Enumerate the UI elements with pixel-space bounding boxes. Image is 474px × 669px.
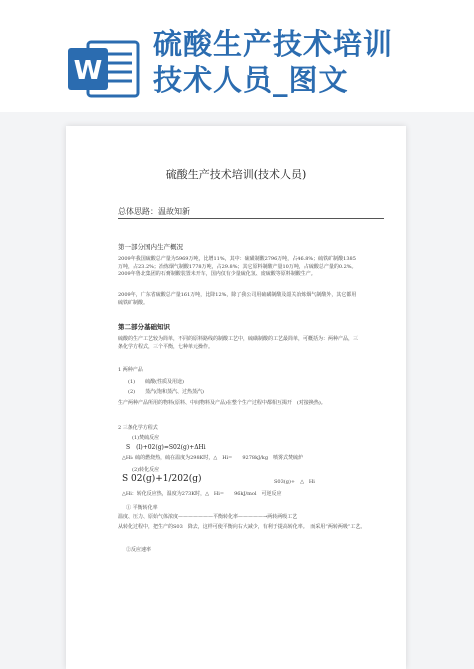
section1-item2: (2) 蒸汽(饱和蒸汽、过热蒸汽) [128,389,204,395]
document-title: 硫酸生产技术培训(技术人员) [165,168,307,181]
equation1: S (l)+02(g)=S02(g)+ΔHi [126,444,206,451]
section1-item1: (1) 硫酸(性质及用途) [128,379,184,385]
part2-paragraph1: 硫酸的生产工艺较为简单，不同的原料路线的制酸工艺中，硫磺制酸的工艺最简单，可概括为：两种产品，三条化学方程式，三个平衡，七种单元操作。 [118,336,359,350]
equation2-note: △Hi：转化反应热，温度为273K时，△ Hi= 96kJ/mol 可逆反应 [122,491,282,497]
part1-heading: 第一部分国内生产概况 [118,243,183,251]
banner-title-line1: 硫酸生产技术培训 [153,27,394,61]
equation2-right: S03(g)+ △ Hi [274,479,315,485]
section2-sub2: (2)转化反应 [132,467,160,473]
part1-paragraph1: 2009年我国硫酸总产量为5969万吨，比增11%，其中：硫磺制酸2796万吨，占46.8%；硫铁矿制酸1385万吨，占23.2%；冶炼烟气制酸1778万吨，占29.8%；其它原料制酸产量10万吨，占硫酸总产量的0.2%。2009年鲁北集团的石膏制酸装置未开车，国内仅有少量硫化氢、废硫酸等原料制酸生产。 [118,256,357,277]
section2-paragraph3: 温度、压力、原始气体浓度———————平衡转化率—————→两转两吸工艺 [118,514,298,520]
part2-heading: 第二部分基础知识 [118,323,170,331]
banner-title-line2: 技术人员_图文 [153,63,349,97]
section2-heading: 2 三条化学方程式 [118,425,158,431]
section1-heading: 1 两种产品 [118,367,143,373]
overall-thought: 总体思路：温故知新 [118,206,384,219]
word-document-icon [66,38,142,100]
section2-sub4: ②反应速率 [126,547,152,553]
section2-sub3: ① 平衡转化率 [126,505,158,511]
section1-note: 生产两种产品所用的物料(原料、中间物料及产品)在整个生产过程中都相互揭开 (对接换热)。 [118,400,326,406]
part1-paragraph2: 2009年，广东省硫酸总产量161万吨，比降12%，除了我公司用硫磺制酸及韶关冶炼烟气制酸外，其它都用硫铁矿制酸。 [118,292,357,306]
banner [0,0,474,112]
section2-sub1: (1)焚硫反应 [132,435,160,441]
equation1-note: △Hi: 硫的燃烧热，硫在温度为298K时，△ Hi= 9278kJ/kg 喷雾式焚硫炉 [122,455,304,461]
document-page [66,126,406,669]
banner-title [153,26,469,98]
section2-paragraph4: 从转化过程中，把生产的S03 降去，这样可使平衡向右大减少，有利于提高转化率。 而采用“两转两吸”工艺。 [118,524,366,530]
word-icon-letter: W [73,56,103,86]
equation2: S 02(g)+1/202(g) [122,474,202,484]
